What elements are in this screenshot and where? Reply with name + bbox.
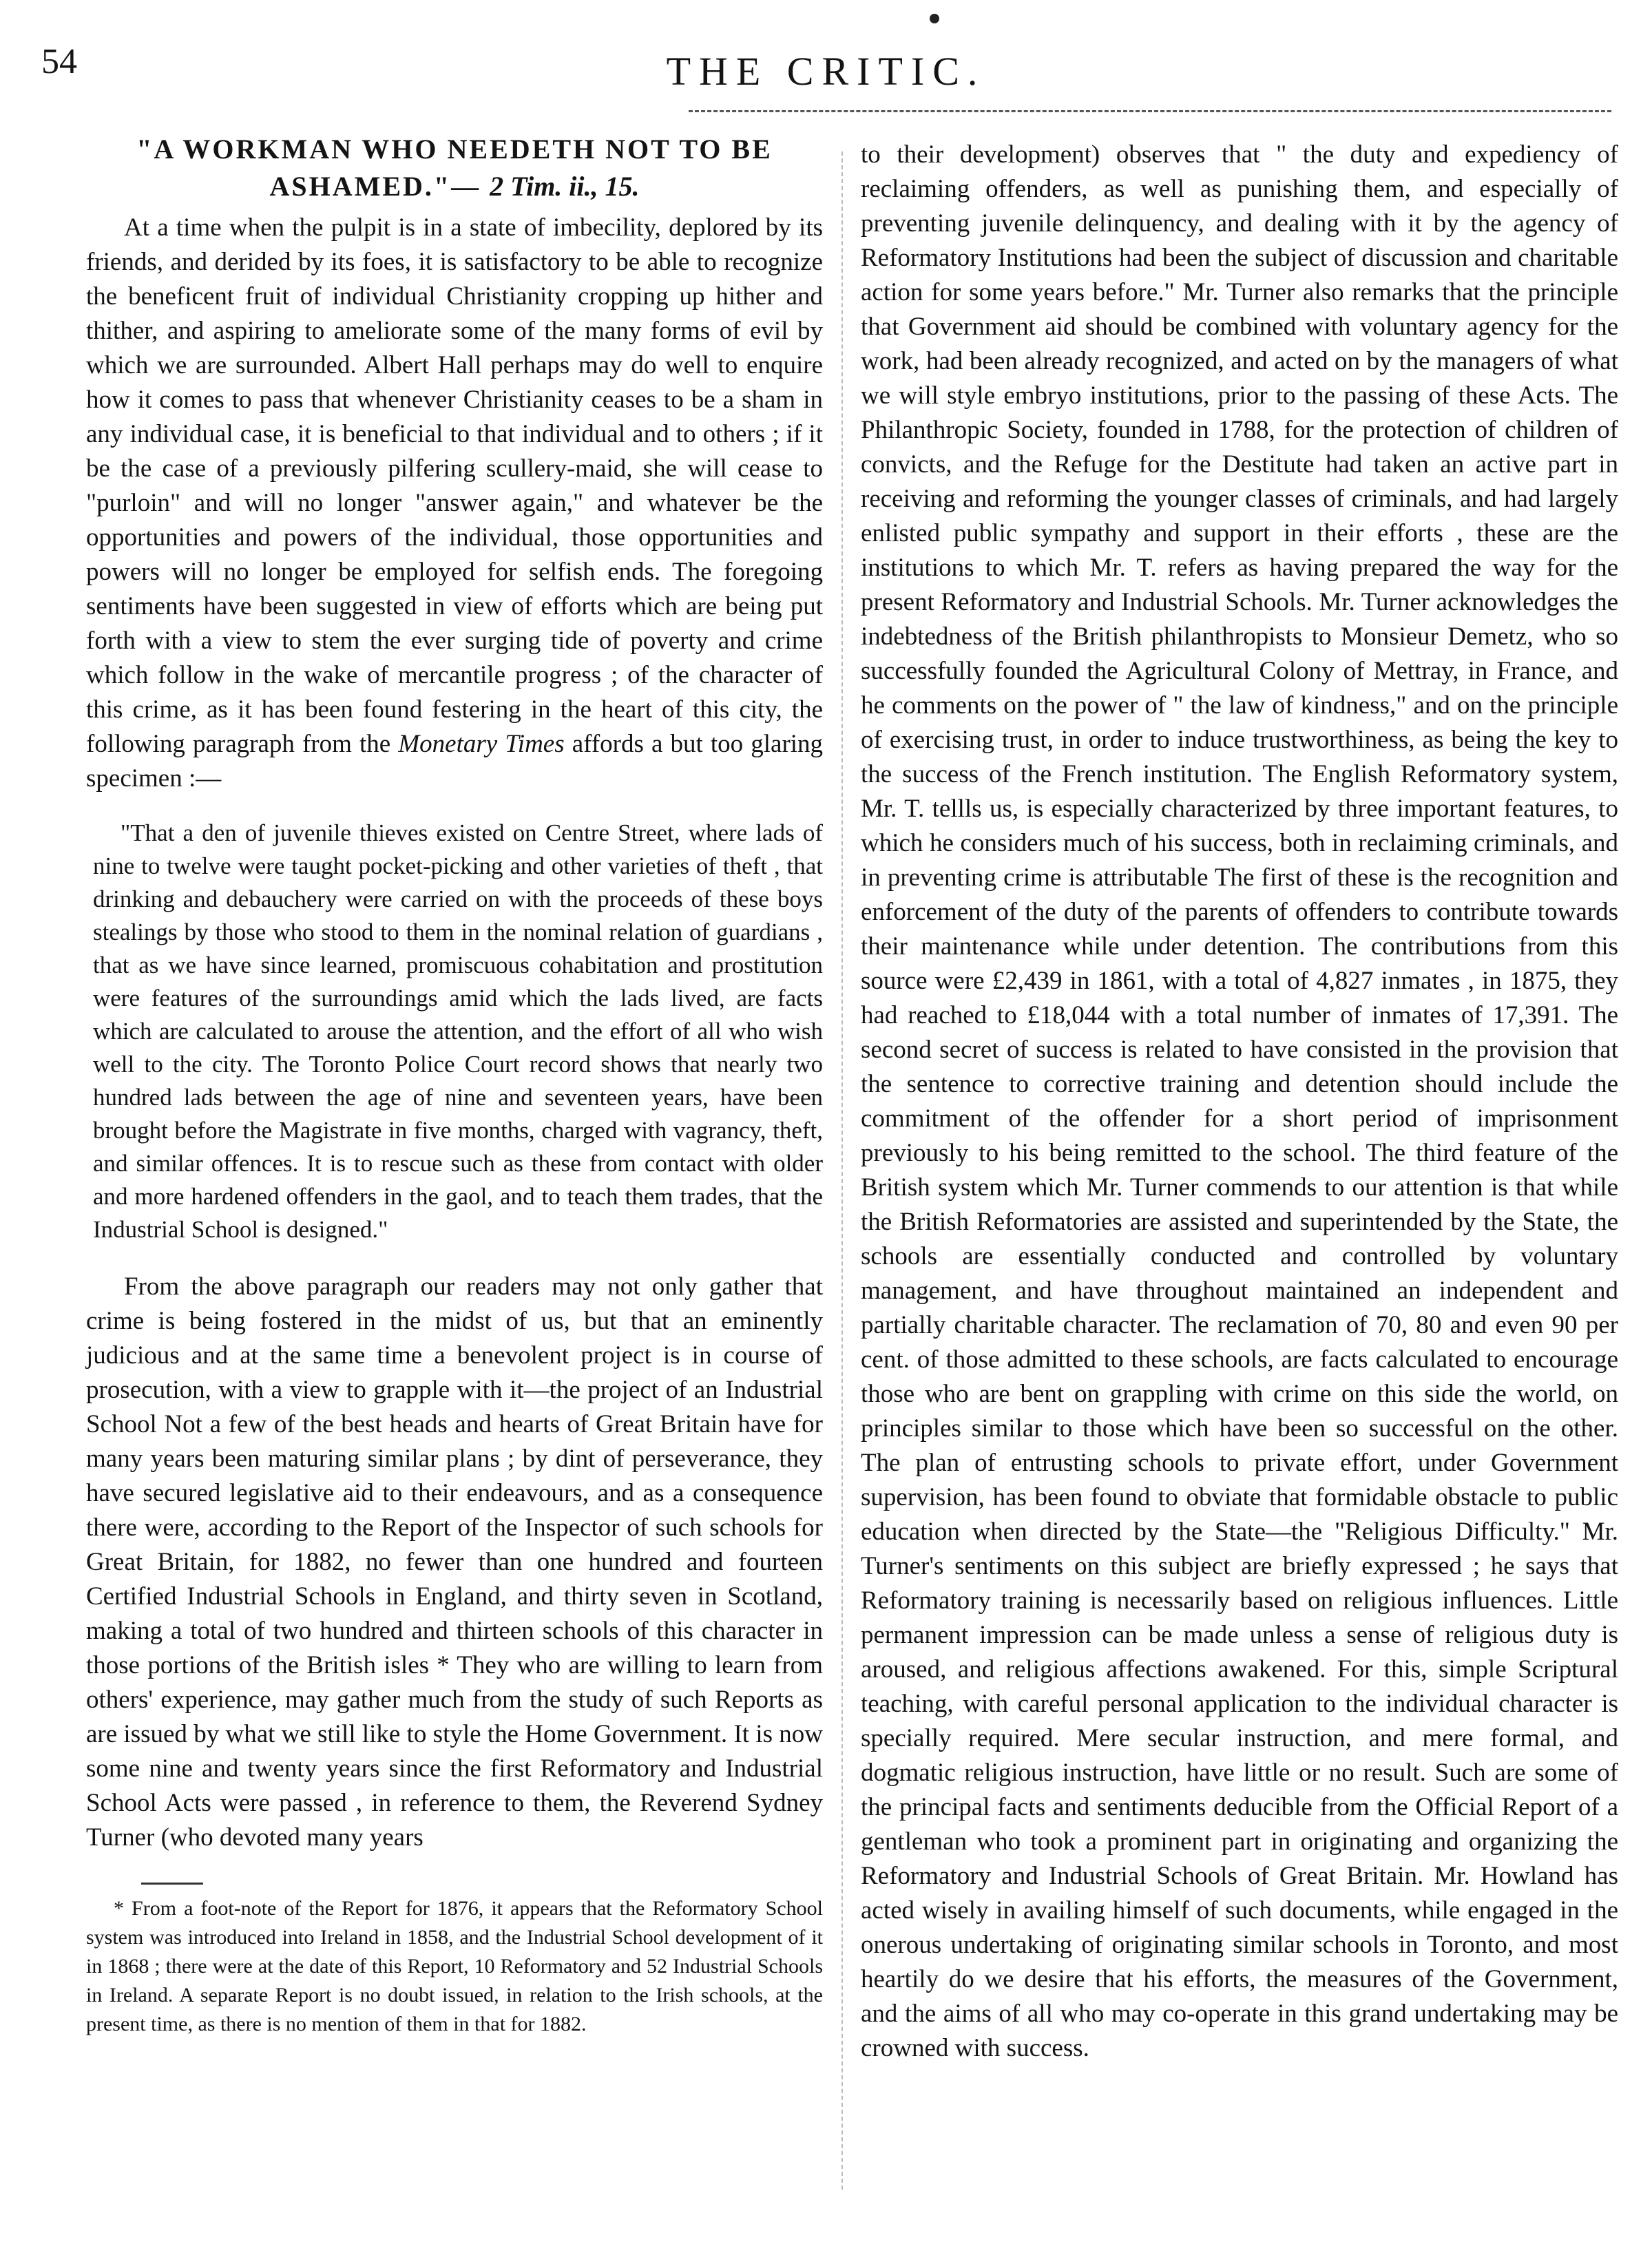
paragraph-1-text: At a time when the pulpit is in a state of imbecility, deplored by its friends, and derided by its foes, it is satisfactory to be able to recognize the beneficent fruit of individual Christianity cropping up hither and thither, and aspiring to ameliorate some of the many forms of evil by which we are surrounded. Albert Hall perhaps may do well to enquire how it comes to pass that whenever Christianity ceases to be a sham in any individual case, it is beneficial to that individual and to others ; if it be the case of a previously pilfering scullery-maid, she will cease to "purloin" and will no longer "answer again," and whatever be the opportunities and powers of the individual, those opportunities and powers will no longer be employed for selfish ends. The foregoing sentiments have been suggested in view of efforts which are being put forth with a view to stem the ever surging tide of poverty and crime which follow in the wake of mercantile progress ; of the character of this crime, as it has been found festering in the heart of this city, the following paragraph from the [86, 213, 823, 758]
title-line-1: "A WORKMAN WHO NEEDETH NOT TO BE [136, 134, 773, 165]
running-title: THE CRITIC. [666, 49, 986, 94]
footnote-rule [141, 1883, 203, 1885]
article-title [86, 131, 823, 205]
page-dot-mark [930, 14, 939, 23]
paragraph-1-end: affords a but too glaring specimen :— [86, 730, 824, 793]
title-line-2: ASHAMED."— [269, 171, 481, 202]
quoted-paragraph: "That a den of juvenile thieves existed on Centre Street, where lads of nine to twelve were taught pocket-picking and other varieties of theft , that drinking and debauchery were carried on with the proceeds of these boys stealings by those who stood to them in the nominal relation of guardians , that as we have since learned, promiscuous cohabitation and prostitution were features of the surroundings amid which the lads lived, are facts which are calculated to arouse the attention, and the effort of all who wish well to the city. The Toronto Police Court record shows that nearly two hundred lads between the age of nine and seventeen years, have been brought before the Magistrate in five months, charged with vagrancy, theft, and similar offences. It is to rescue such as these from contact with older and more hardened offenders in the gaol, and to teach them trades, that the Industrial School is designed." [93, 819, 823, 1243]
title-scripture-reference: 2 Tim. ii., 15. [490, 171, 640, 202]
paragraph-3: to their development) observes that " the duty and expediency of reclaiming offenders, as well as punishing them, and especially of preventing juvenile delinquency, and dealing with it by the agency of Reformatory Institutions had been the subject of discussion and charitable action for some years before." Mr. Turner also remarks that the principle that Government aid should be combined with voluntary agency for the work, had been already recognized, and acted on by the managers of what we will style embryo institutions, prior to the passing of these Acts. The Philanthropic Society, founded in 1788, for the protection of children of convicts, and the Refuge for the Destitute had taken an active part in receiving and reforming the younger classes of criminals, and had largely enlisted public sympathy and support in their efforts , these are the institutions to which Mr. T. refers as having prepared the way for the present Reformatory and Industrial Schools. Mr. Turner acknowledges the indebtedness of the British philanthropists to Monsieur Demetz, who so successfully founded the Agricultural Colony of Mettray, in France, and he comments on the power of " the law of kindness," and on the principle of exercising trust, in order to induce trustworthiness, as being the key to the success of the French institution. The English Reformatory system, Mr. T. tellls us, is especially characterized by three important features, to which he considers much of his success, both in reclaiming criminals, and in preventing crime is attributable The first of these is the recognition and enforcement of the duty of the parents of offenders to contribute towards their maintenance while under detention. The contributions from this source were £2,439 in 1861, with a total of 4,827 inmates , in 1875, they had reached to £18,044 with a total number of inmates of 17,391. The second secret of success is related to have consisted in the provision that the sentence to corrective training and detention should include the commitment of the offender for a short period of imprisonment previously to his being remitted to the school. The third feature of the British system which Mr. Turner commends to our attention is that while the British Reformatories are assisted and superintended by the State, the schools are essentially conducted and controlled by voluntary management, and have throughout maintained an independent and partially charitable character. The reclamation of 70, 80 and even 90 per cent. of those admitted to these schools, are facts calculated to encourage those who are bent on grappling with crime on this side the world, on principles similar to those which have been so successful on the other. The plan of entrusting schools to private effort, under Government supervision, has been found to obviate that formidable obstacle to public education when directed by the State—the "Religious Difficulty." Mr. Turner's sentiments on this subject are briefly expressed ; he says that Reformatory training is necessarily based on religious influences. Little permanent impression can be made unless a sense of religious duty is aroused, and religious affections awakened. For this, simple Scriptural teaching, with careful personal application to the individual character is specially required. Mere secular instruction, and mere formal, and dogmatic religious instruction, have little or no result. Such are some of the principal facts and sentiments deducible from the Official Report of a gentleman who took a prominent part in originating and organizing the Reformatory and Industrial Schools of Great Britain. Mr. Howland has acted wisely in availing himself of such documents, while engaged in the onerous undertaking of originating similar schools in Toronto, and most heartily do we desire that his efforts, the measures of the Government, and the aims of all who may co-operate in this grand undertaking may be crowned with success. [861, 140, 1618, 2062]
header-rule [689, 110, 1611, 112]
page-number: 54 [41, 42, 77, 81]
column-rule [841, 151, 843, 2190]
paragraph-2: From the above paragraph our readers may not only gather that crime is being fostered in the midst of us, but that an eminently judicious and at the same time a benevolent project is in course of prosecution, with a view to grapple with it—the project of an Industrial School Not a few of the best heads and hearts of Great Britain have for many years been maturing similar plans ; by dint of perseverance, they have secured legislative aid to their endeavours, and as a consequence there were, according to the Report of the Inspector of such schools for Great Britain, for 1882, no fewer than one hundred and fourteen Certified Industrial Schools in England, and thirty seven in Scotland, making a total of two hundred and thirteen schools of this character in those portions of the British isles * They who are willing to learn from others' experience, may gather much from the study of such Reports as are issued by what we still like to style the Home Government. It is now some nine and twenty years since the first Reformatory and Industrial School Acts were passed , in reference to them, the Reverend Sydney Turner (who devoted many years [86, 1272, 823, 1852]
source-title: Monetary Times [398, 730, 565, 758]
paragraph-1 [86, 211, 823, 796]
footnote: * From a foot-note of the Report for 1876, it appears that the Reformatory School system was introduced into Ireland in 1858, and the Industrial School development of it in 1868 ; there were at the date of this Report, 10 Reformatory and 52 Industrial Schools in Ireland. A separate Report is no doubt issued, in relation to the Irish schools, at the present time, as there is no mention of them in that for 1882. [86, 1897, 823, 2035]
left-column [86, 131, 823, 2039]
right-column [861, 138, 1618, 2079]
